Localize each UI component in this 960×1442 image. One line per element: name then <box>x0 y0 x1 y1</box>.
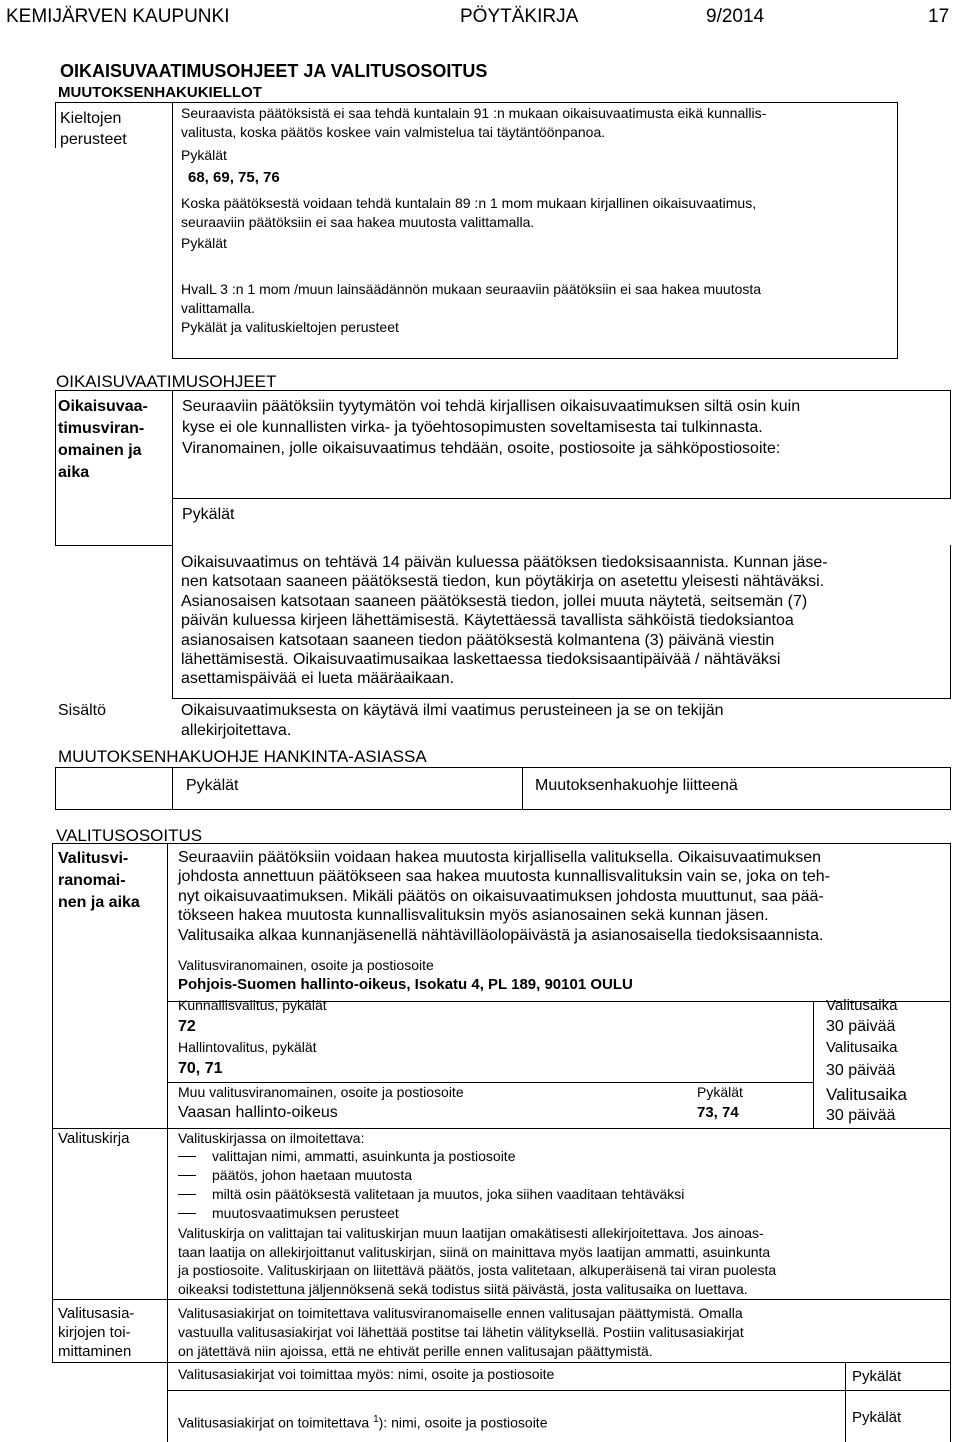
vo-heading: VALITUSOSOITUS <box>56 826 203 845</box>
rule <box>172 358 898 359</box>
other-label: Muu valitusviranomainen, osoite ja postiosoite <box>178 1084 464 1100</box>
kv-value: 72 <box>178 1018 196 1035</box>
hv-label: Hallintovalitus, pykälät <box>178 1039 317 1055</box>
rule <box>845 1362 846 1442</box>
page-number: 17 <box>928 6 950 27</box>
rule <box>167 843 168 1442</box>
vo-label: Valitusvi- ranomai- nen ja aika <box>58 850 140 911</box>
vk-label: Valituskirja <box>58 1130 130 1147</box>
authority-value: Pohjois-Suomen hallinto-oikeus, Isokatu 4, PL 189, 90101 OULU <box>178 976 633 993</box>
rule <box>172 767 173 810</box>
list-dash <box>178 1156 196 1157</box>
list-item: miltä osin päätöksestä valitetaan ja muutos, joka siihen vaaditaan tehtäväksi <box>212 1186 685 1202</box>
ov-heading: OIKAISUVAATIMUSOHJEET <box>56 372 277 391</box>
vo-text: Seuraaviin päätöksiin voidaan hakea muutosta kirjallisella valituksella. Oikaisuvaatimuksen johdosta annettuun päätökseen saa hakea muutosta kunnallisvalituksin vain se, joka on teh- nyt oikaisuvaatimuksen. Mikäli päätös on oikaisuvaatimuksen johdosta muuttunut, saa pää- tökseen hakea muutosta kunnallisvalituksin myös asianosainen sekä kunnan jäsen. Valitusaika alkaa kunnanjäsenellä nähtävilläolopäivästä ja asianosaisella tiedoksisaannista. <box>178 849 830 944</box>
hv-time-label: Valitusaika <box>826 1039 898 1056</box>
rule <box>55 767 56 810</box>
rule <box>52 1299 951 1300</box>
rule <box>950 843 951 1442</box>
rule <box>52 843 53 1363</box>
list-item: muutosvaatimuksen perusteet <box>212 1205 399 1221</box>
org-name: KEMIJÄRVEN KAUPUNKI <box>6 6 230 27</box>
pykalat-value: 68, 69, 75, 76 <box>188 169 280 186</box>
ta-text: Valitusasiakirjat on toimitettava valitusviranomaiselle ennen valitusajan päättymistä. Omalla vastuulla valitusasiakirjat voi lähettää postitse tai lähetin välityksellä. Postiin valitusasiakirjat on jätettävä niin ajoissa, että ne ehtivät perille ennen valitusajan päättymistä. <box>178 1305 744 1359</box>
rule <box>55 767 951 768</box>
rule <box>950 545 951 699</box>
rule <box>522 767 523 810</box>
ov-time-text: Oikaisuvaatimus on tehtävä 14 päivän kuluessa päätöksen tiedoksisaannista. Kunnan jäse- nen katsotaan saaneen päätöksestä tiedon, kun pöytäkirja on asetettu yleisesti nähtäväksi. Asianosaisen katsotaan saaneen päätöksestä tiedon, jollei muuta näytetä, seitsemän (7) päivän kuluessa kirjeen lähettämisestä. Käytettäessä tavallista sähköistä tiedoksiantoa asianosaisen katsotaan saaneen tiedon päätöksestä kolmantena (3) päivänä viestin lähettämisestä. Oikaisuvaatimusaikaa laskettaessa tiedoksisaantipäivää / nähtäväksi asettamispäivää ei lueta määräaikaan. <box>181 554 828 688</box>
rule <box>55 390 56 546</box>
mk-p3-line: valittamalla. <box>181 300 255 316</box>
ov-content-label: Sisältö <box>58 702 107 719</box>
rule <box>813 1001 814 1129</box>
send2-text: Valitusasiakirjat on toimitettava $^1$): nimi, osoite ja postiosoite <box>178 1414 548 1431</box>
rule <box>55 545 173 546</box>
send1-text: Valitusasiakirjat voi toimittaa myös: nimi, osoite ja postiosoite <box>178 1366 555 1382</box>
kv-time: 30 päivää <box>826 1018 896 1035</box>
rule <box>55 102 898 103</box>
kv-label: Kunnallisvalitus, pykälät <box>178 997 327 1013</box>
pykalat-label: Pykälät <box>182 506 235 523</box>
document-type: PÖYTÄKIRJA <box>460 6 579 27</box>
rule <box>52 1128 951 1129</box>
send2-pykalat: Pykälät <box>852 1409 902 1426</box>
ov-content-text: Oikaisuvaatimuksesta on käytävä ilmi vaatimus perusteineen ja se on tekijän allekirjoitettava. <box>181 702 724 739</box>
send1-pykalat: Pykälät <box>852 1368 902 1385</box>
rule <box>55 809 951 810</box>
rule <box>167 1082 814 1083</box>
other-pykalat: 73, 74 <box>697 1104 739 1121</box>
hk-attachment: Muutoksenhakuohje liitteenä <box>535 777 738 794</box>
mk-p1-line: valitusta, koska päätös koskee vain valmistelua tai täytäntöönpanoa. <box>181 124 606 140</box>
list-item: päätös, johon haetaan muutosta <box>212 1167 413 1183</box>
rule <box>52 1362 951 1363</box>
pykalat-label: Pykälät <box>186 777 239 794</box>
meeting-number: 9/2014 <box>706 6 765 27</box>
list-item: valittajan nimi, ammatti, asuinkunta ja postiosoite <box>212 1148 516 1164</box>
vk-text: Valituskirja on valittajan tai valituskirjan muun laatijan omakätisesti allekirjoitettava. Jos ainoas- taan laatija on allekirjoittanut valituskirjan, siinä on mainittava myös laatijan ammatti, asuinkunta ja postiosoite. Valituskirjaan on liitettävä päätös, josta valitetaan, alkuperäisenä tai viran puolesta oikeaksi todistettuna jäljennöksenä sekä todistus siitä päivästä, josta valitusaika on luettava. <box>178 1225 777 1297</box>
rule <box>897 102 898 358</box>
mk-p3-line: HvalL 3 :n 1 mom /muun lainsäädännön mukaan seuraaviin päätöksiin ei saa hakea muutosta <box>181 281 762 297</box>
pykalat-label: Pykälät <box>181 147 227 163</box>
pykalat-label: Pykälät ja valituskieltojen perusteet <box>181 319 399 335</box>
rule <box>167 1390 951 1391</box>
pykalat-label: Pykälät <box>181 235 227 251</box>
other-time: 30 päivää <box>826 1107 896 1124</box>
ov-label: Oikaisuvaa- timusviran- omainen ja aika <box>58 398 148 481</box>
mk-p1-line: Seuraavista päätöksistä ei saa tehdä kuntalain 91 :n mukaan oikaisuvaatimusta eikä kunnallis- <box>181 105 767 121</box>
rule <box>950 390 951 499</box>
rule <box>55 102 56 148</box>
kv-time-label: Valitusaika <box>826 997 898 1014</box>
rule <box>950 767 951 810</box>
rule <box>172 498 951 499</box>
rule <box>55 390 951 391</box>
mk-label: Kieltojen perusteet <box>60 110 127 148</box>
hv-time: 30 päivää <box>826 1062 896 1079</box>
ov-text: Seuraaviin päätöksiin tyytymätön voi tehdä kirjallisen oikaisuvaatimuksen siltä osin kuin kyse ei ole kunnallisten virka- ja työehtosopimusten soveltamisesta tai tulkinnasta. Viranomainen, jolle oikaisuvaatimus tehdään, osoite, postiosoite ja sähköpostiosoite: <box>182 398 801 457</box>
mk-heading: MUUTOKSENHAKUKIELLOT <box>58 84 262 101</box>
rule <box>172 698 951 699</box>
rule <box>52 843 951 844</box>
mk-p2-line: Koska päätöksestä voidaan tehdä kuntalain 89 :n 1 mom mukaan kirjallinen oikaisuvaatimus, <box>181 195 757 211</box>
authority-label: Valitusviranomainen, osoite ja postiosoite <box>178 957 434 973</box>
vk-intro: Valituskirjassa on ilmoitettava: <box>178 1130 365 1146</box>
ta-label: Valitusasia- kirjojen toi- mittaminen <box>58 1305 135 1360</box>
hv-value: 70, 71 <box>178 1060 223 1077</box>
hk-heading: MUUTOKSENHAKUOHJE HANKINTA-ASIASSA <box>58 747 427 766</box>
list-dash <box>178 1213 196 1214</box>
list-dash <box>178 1175 196 1176</box>
rule <box>172 102 173 358</box>
mk-p2-line: seuraaviin päätöksiin ei saa hakea muutosta valittamalla. <box>181 214 535 230</box>
page-title: OIKAISUVAATIMUSOHJEET JA VALITUSOSOITUS <box>60 61 488 81</box>
other-time-label: Valitusaika <box>826 1085 907 1104</box>
other-pykalat-label: Pykälät <box>697 1084 743 1100</box>
other-value: Vaasan hallinto-oikeus <box>178 1104 338 1121</box>
list-dash <box>178 1194 196 1195</box>
